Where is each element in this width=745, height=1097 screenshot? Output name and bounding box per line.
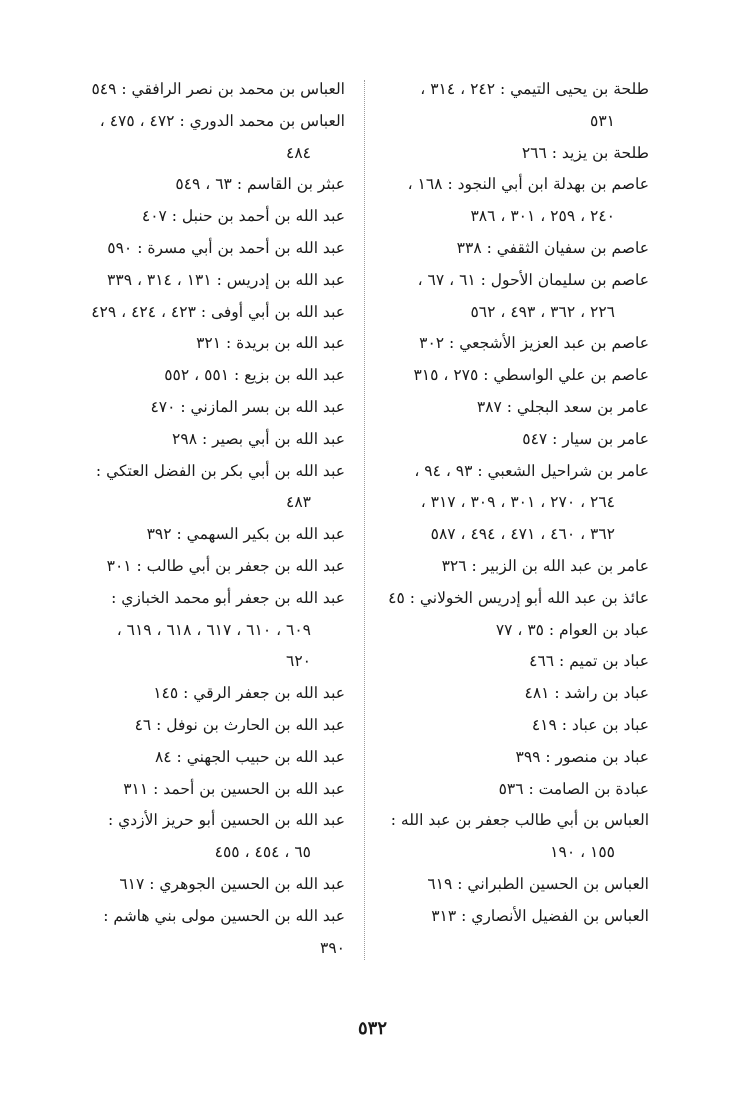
index-line: عاصم بن سليمان الأحول : ٦١ ، ٦٧ ،	[417, 270, 649, 289]
index-line: عاصم بن علي الواسطي : ٢٧٥ ، ٣١٥	[413, 366, 649, 385]
index-line: عبد الله بن الحسين بن أحمد : ٣١١	[123, 779, 345, 798]
index-line: عبد الله بن الحسين أبو حريز الأزدي :	[108, 811, 345, 830]
index-line: ٣٦٢ ، ٤٦٠ ، ٤٧١ ، ٤٩٤ ، ٥٨٧	[430, 525, 615, 544]
index-line: ٦٠٩ ، ٦١٠ ، ٦١٧ ، ٦١٨ ، ٦١٩ ،	[116, 620, 311, 639]
index-line: عبد الله بن جعفر بن أبي طالب : ٣٠١	[106, 556, 345, 575]
index-line: العباس بن محمد بن نصر الرافقي : ٥٤٩	[91, 80, 345, 98]
index-line: ٢٦٤ ، ٢٧٠ ، ٣٠١ ، ٣٠٩ ، ٣١٧ ،	[420, 493, 615, 512]
index-line: عبادة بن الصامت : ٥٣٦	[498, 779, 649, 798]
index-line: عباد بن تميم : ٤٦٦	[529, 652, 649, 671]
index-line: عبد الله بن الحسين الجوهري : ٦١٧	[119, 874, 345, 893]
index-line: عبد الله بن أحمد بن أبي مسرة : ٥٩٠	[107, 238, 345, 257]
index-line: عبد الله بن إدريس : ١٣١ ، ٣١٤ ، ٣٣٩	[107, 270, 345, 289]
index-line: عامر بن سعد البجلي : ٣٨٧	[476, 397, 649, 416]
index-line: ٢٢٦ ، ٣٦٢ ، ٤٩٣ ، ٥٦٢	[470, 302, 615, 321]
index-line: ٥٣١	[590, 111, 615, 130]
index-line: العباس بن الحسين الطبراني : ٦١٩	[427, 874, 649, 893]
index-line: ٦٥ ، ٤٥٤ ، ٤٥٥	[214, 843, 311, 862]
index-line: ٤٨٤	[286, 143, 311, 162]
index-line: عبد الله بن حبيب الجهني : ٨٤	[154, 747, 345, 766]
index-line: عبد الله بن الحارث بن نوفل : ٤٦	[134, 715, 345, 734]
index-line: عائذ بن عبد الله أبو إدريس الخولاني : ٤٥	[388, 588, 649, 607]
index-line: عاصم بن سفيان الثقفي : ٣٣٨	[456, 238, 649, 257]
index-column-left	[77, 74, 345, 964]
index-line: عبد الله بن بزيع : ٥٥١ ، ٥٥٢	[164, 366, 345, 385]
index-line: ١٥٥ ، ١٩٠	[550, 843, 615, 862]
index-column-right	[381, 74, 649, 933]
index-line: ٤٨٣	[286, 493, 311, 512]
index-line: عباد بن العوام : ٣٥ ، ٧٧	[495, 620, 649, 639]
index-line: عبد الله بن الحسين مولى بني هاشم : ٣٩٠	[103, 906, 345, 957]
column-divider	[364, 80, 365, 960]
index-line: العباس بن الفضيل الأنصاري : ٣١٣	[431, 906, 649, 925]
page-number: ٥٣٢	[357, 1018, 387, 1039]
index-line: العباس بن أبي طالب جعفر بن عبد الله :	[390, 811, 649, 830]
index-line: عاصم بن بهدلة ابن أبي النجود : ١٦٨ ،	[407, 175, 649, 194]
index-line: عامر بن شراحيل الشعبي : ٩٣ ، ٩٤ ،	[414, 461, 649, 480]
index-line: ٢٤٠ ، ٢٥٩ ، ٣٠١ ، ٣٨٦	[470, 207, 615, 226]
index-line: عباد بن عباد : ٤١٩	[531, 715, 649, 734]
index-line: عبد الله بن بريدة : ٣٢١	[196, 334, 345, 353]
index-line: العباس بن محمد الدوري : ٤٧٢ ، ٤٧٥ ،	[99, 111, 345, 130]
index-line: عبد الله بن أبي بكر بن الفضل العتكي :	[95, 461, 345, 480]
index-line: عامر بن عبد الله بن الزبير : ٣٢٦	[441, 556, 649, 575]
index-line: عباد بن راشد : ٤٨١	[524, 684, 649, 703]
index-line: عبد الله بن أبي بصير : ٢٩٨	[172, 429, 345, 448]
index-line: عبد الله بن بكير السهمي : ٣٩٢	[146, 525, 345, 544]
index-line: طلحة بن يزيد : ٢٦٦	[521, 143, 649, 162]
index-line: عبد الله بن جعفر الرقي : ١٤٥	[153, 684, 345, 703]
index-line: عبد الله بن أحمد بن حنبل : ٤٠٧	[141, 207, 345, 226]
index-line: ٦٢٠	[286, 652, 311, 671]
index-line: طلحة بن يحيى التيمي : ٢٤٢ ، ٣١٤ ،	[420, 80, 649, 98]
index-line: عبد الله بن بسر المازني : ٤٧٠	[150, 397, 345, 416]
index-line: عبثر بن القاسم : ٦٣ ، ٥٤٩	[175, 175, 345, 194]
index-line: عباد بن منصور : ٣٩٩	[515, 747, 649, 766]
index-line: عاصم بن عبد العزيز الأشجعي : ٣٠٢	[419, 334, 649, 353]
index-line: عبد الله بن أبي أوفى : ٤٢٣ ، ٤٢٤ ، ٤٢٩	[91, 302, 345, 321]
index-line: عامر بن سيار : ٥٤٧	[522, 429, 649, 448]
index-line: عبد الله بن جعفر أبو محمد الخبازي :	[111, 588, 345, 607]
